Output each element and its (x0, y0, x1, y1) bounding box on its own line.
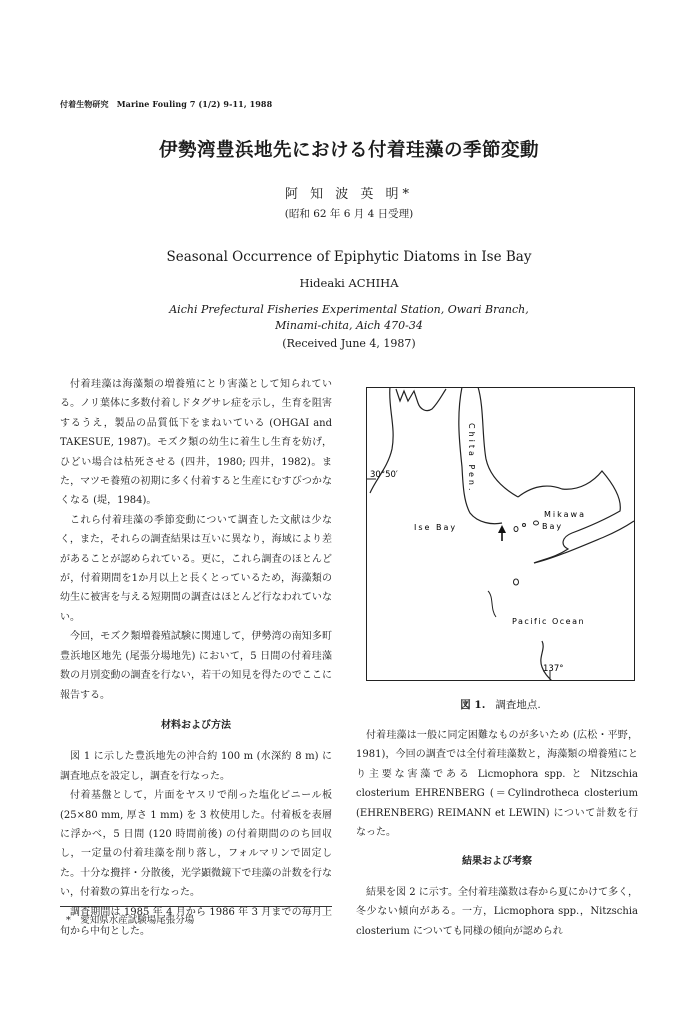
right-column (356, 726, 638, 941)
figure-caption-text: 調査地点. (495, 699, 541, 711)
author-english: Hideaki ACHIHA (299, 276, 399, 290)
intro-paragraph-2: これら付着珪藻の季節変動について調査した文献は少なく，また，それらの調査結果は互いに異なり，海域により差があることが認められている。更に，これら調査のほとんどが，付着期間を1か月以上と長くとっているため，海藻類の幼生に被害を与える短期間の調査はほとんど行なわれていない。 (60, 514, 332, 623)
methods-heading: 材料および方法 (161, 719, 231, 731)
footnote-rule (60, 906, 332, 907)
chita-north-coast (396, 389, 446, 411)
methods-paragraph-3: 調査期間は 1985 年 4 月から 1986 年 3 月までの毎月上旬から中旬とした。 (60, 906, 332, 937)
intro-paragraph-3: 今回，モズク類増養殖試験に関連して，伊勢湾の南知多町豊浜地区地先 (尾張分場地先) において，5 日間の付着珪藻数の月別変動の調査を行ない，若干の知見を得たのでここに報告する。 (60, 631, 332, 701)
journal-citation: 付着生物研究 Marine Fouling 7 (1/2) 9-11, 1988 (60, 99, 273, 109)
mikawa-bay-label-2: Bay (542, 522, 564, 531)
longitude-label: 137° (543, 664, 564, 674)
chita-east-coast (478, 387, 518, 497)
figure-caption (366, 697, 635, 712)
chita-peninsula-label: Chita Pen. (467, 423, 476, 494)
methods-paragraph-1: 図 1 に示した豊浜地先の沖合約 100 m (水深約 8 m) に調査地点を設定し，調査を行なった。 (60, 751, 332, 782)
map-frame (367, 388, 635, 681)
affiliation-line-2: Minami-chita, Aich 470-34 (275, 319, 423, 332)
ise-bay-label: Ise Bay (414, 523, 458, 532)
author-japanese: 阿 知 波 英 明* (284, 187, 414, 202)
figure-1-map (366, 387, 635, 681)
left-column (60, 375, 332, 941)
island-2 (523, 524, 526, 527)
island-5 (488, 591, 496, 617)
title-english: Seasonal Occurrence of Epiphytic Diatoms in Ise Bay (166, 249, 532, 265)
island-4 (514, 579, 519, 585)
results-paragraph-1: 結果を図 2 に示す。全付着珪藻数は春から夏にかけて多く，冬少ない傾向がある。一方，Licmophora spp.，Nitzschia closterium についても同様の傾向が認められ (356, 886, 638, 937)
chita-west-coast (459, 387, 502, 524)
mikawa-bay-label-1: Mikawa (544, 510, 586, 519)
island-1 (514, 527, 518, 532)
figure-label: 図 1. (460, 699, 486, 711)
intro-paragraph-1: 付着珪藻は海藻類の増養殖にとり害藻として知られている。ノリ葉体に多数付着しドタグサレ症を示し，生育を阻害するうえ，製品の品質低下をまねいている (OHGAI and TAKESUE, 1987)。モズク類の幼生に着生し生育を妨げ，ひどい場合は枯死させる (四井，1980; 四井，1982)。また，マツモ養殖の初期に多く付着すると生産にむすびつかなくなる (堤，1984)。 (60, 379, 332, 507)
methods-paragraph-2: 付着基盤として，片面をヤスリで削った塩化ビニール板 (25×80 mm, 厚さ 1 mm) を 3 枚使用した。付着板を表層に浮かべ，5 日間 (120 時間前後) の付着期間ののち回収し，一定量の付着珪藻を削り落し，フォルマリンで固定した。十分な攪拌・分散後，光学顕微鏡下で珪藻の計数を行ない，付着数の算出を行なった。 (60, 790, 332, 899)
right-paragraph-1: 付着珪藻は一般に同定困難なものが多いため (広松・平野，1981)，今回の調査では全付着珪藻数と，海藻類の増養殖にとり主要な害藻である Licmophora spp. と Nitzschia closterium EHRENBERG (＝Cylindrotheca closterium (EHRENBERG) REIMANN et LEWIN) について計数を行なった。 (356, 730, 638, 839)
station-arrow-icon (498, 525, 506, 541)
pacific-ocean-label: Pacific Ocean (512, 617, 586, 626)
title-japanese: 伊勢湾豊浜地先における付着珪藻の季節変動 (158, 140, 539, 161)
latitude-label: 30°50′ (370, 470, 398, 480)
affiliation-line-1: Aichi Prefectural Fisheries Experimental Station, Owari Branch, (169, 303, 529, 316)
received-date-japanese: (昭和 62 年 6 月 4 日受理) (284, 208, 414, 220)
footnote: * 愛知県水産試験場尾張分場 (66, 915, 195, 926)
received-date-english: (Received June 4, 1987) (282, 337, 416, 350)
results-heading: 結果および考察 (462, 856, 532, 868)
island-3 (534, 521, 539, 525)
location-map (366, 387, 635, 681)
